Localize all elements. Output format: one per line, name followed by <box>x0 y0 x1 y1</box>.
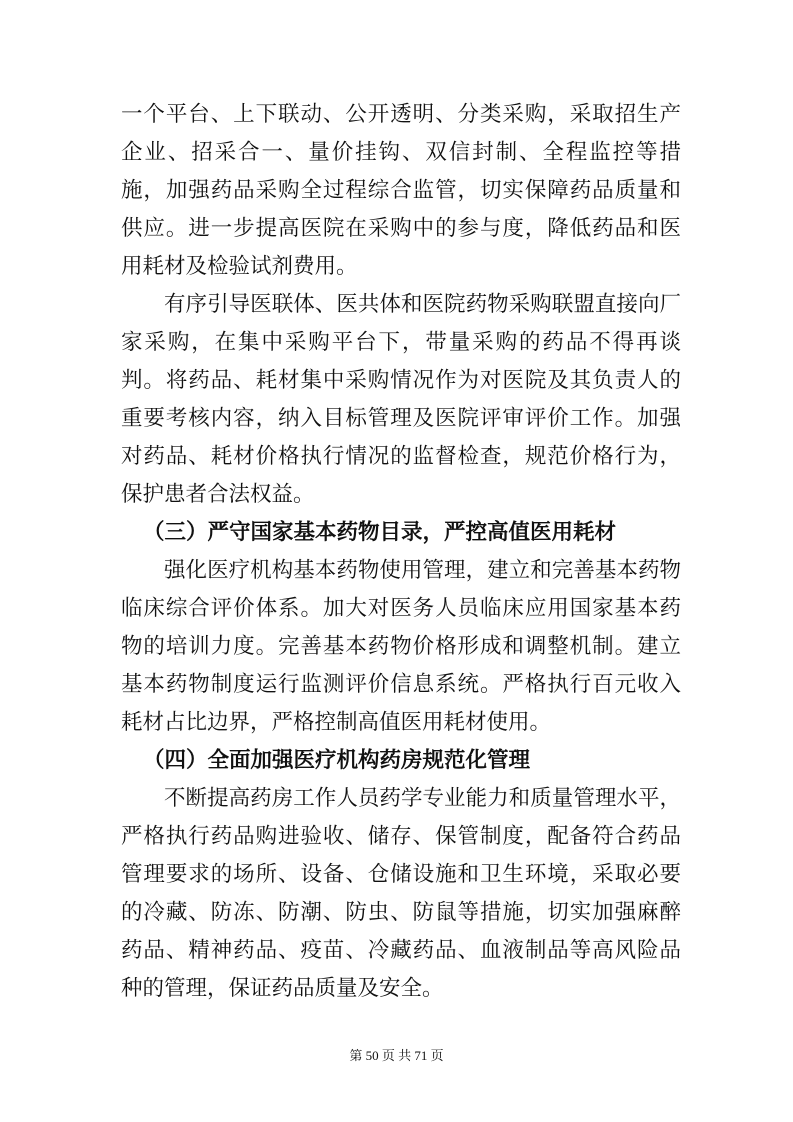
page-footer <box>0 1048 793 1064</box>
text-line: 临床综合评价体系。加大对医务人员临床应用国家基本药 <box>121 596 681 621</box>
text-line: 企业、招采合一、量价挂钩、双信封制、全程监控等措 <box>121 140 681 165</box>
text-line: 物的培训力度。完善基本药物价格形成和调整机制。建立 <box>121 634 681 659</box>
footer-page-number: 50 <box>365 1048 379 1063</box>
section-heading-4: （四）全面加强医疗机构药房规范化管理 <box>143 748 531 773</box>
text-line: 药品、精神药品、疫苗、冷藏药品、血液制品等高风险品 <box>121 938 681 963</box>
text-line: 重要考核内容，纳入目标管理及医院评审评价工作。加强 <box>121 406 681 431</box>
text-line: 判。将药品、耗材集中采购情况作为对医院及其负责人的 <box>121 368 681 393</box>
footer-total-pages: 71 <box>414 1048 428 1063</box>
section-heading-3: （三）严守国家基本药物目录，严控高值医用耗材 <box>143 520 617 545</box>
text-line: 管理要求的场所、设备、仓储设施和卫生环境，采取必要 <box>121 862 681 887</box>
text-line: 严格执行药品购进验收、储存、保管制度，配备符合药品 <box>121 824 681 849</box>
document-body <box>121 96 681 1008</box>
paragraph-3 <box>121 552 681 742</box>
text-line: 强化医疗机构基本药物使用管理，建立和完善基本药物 <box>164 558 681 583</box>
text-line: 一个平台、上下联动、公开透明、分类采购，采取招生产 <box>121 102 681 127</box>
text-line: 不断提高药房工作人员药学专业能力和质量管理水平， <box>164 786 681 811</box>
footer-suffix: 页 <box>430 1048 444 1063</box>
text-line: 有序引导医联体、医共体和医院药物采购联盟直接向厂 <box>164 292 681 317</box>
text-line: 施，加强药品采购全过程综合监管，切实保障药品质量和 <box>121 178 681 203</box>
text-line: 的冷藏、防冻、防潮、防虫、防鼠等措施，切实加强麻醉 <box>121 900 681 925</box>
text-line: 耗材占比边界，严格控制高值医用耗材使用。 <box>121 710 552 735</box>
paragraph-1 <box>121 96 681 286</box>
text-line: 供应。进一步提高医院在采购中的参与度，降低药品和医 <box>121 216 681 241</box>
text-line: 家采购，在集中采购平台下，带量采购的药品不得再谈 <box>121 330 681 355</box>
paragraph-4 <box>121 780 681 1008</box>
footer-prefix: 第 <box>349 1048 363 1063</box>
footer-middle: 页 共 <box>381 1048 412 1063</box>
text-line: 保护患者合法权益。 <box>121 482 315 507</box>
text-line: 对药品、耗材价格执行情况的监督检查，规范价格行为， <box>121 444 681 469</box>
text-line: 种的管理，保证药品质量及安全。 <box>121 976 444 1001</box>
text-line: 用耗材及检验试剂费用。 <box>121 254 358 279</box>
paragraph-2 <box>121 286 681 514</box>
text-line: 基本药物制度运行监测评价信息系统。严格执行百元收入 <box>121 672 681 697</box>
